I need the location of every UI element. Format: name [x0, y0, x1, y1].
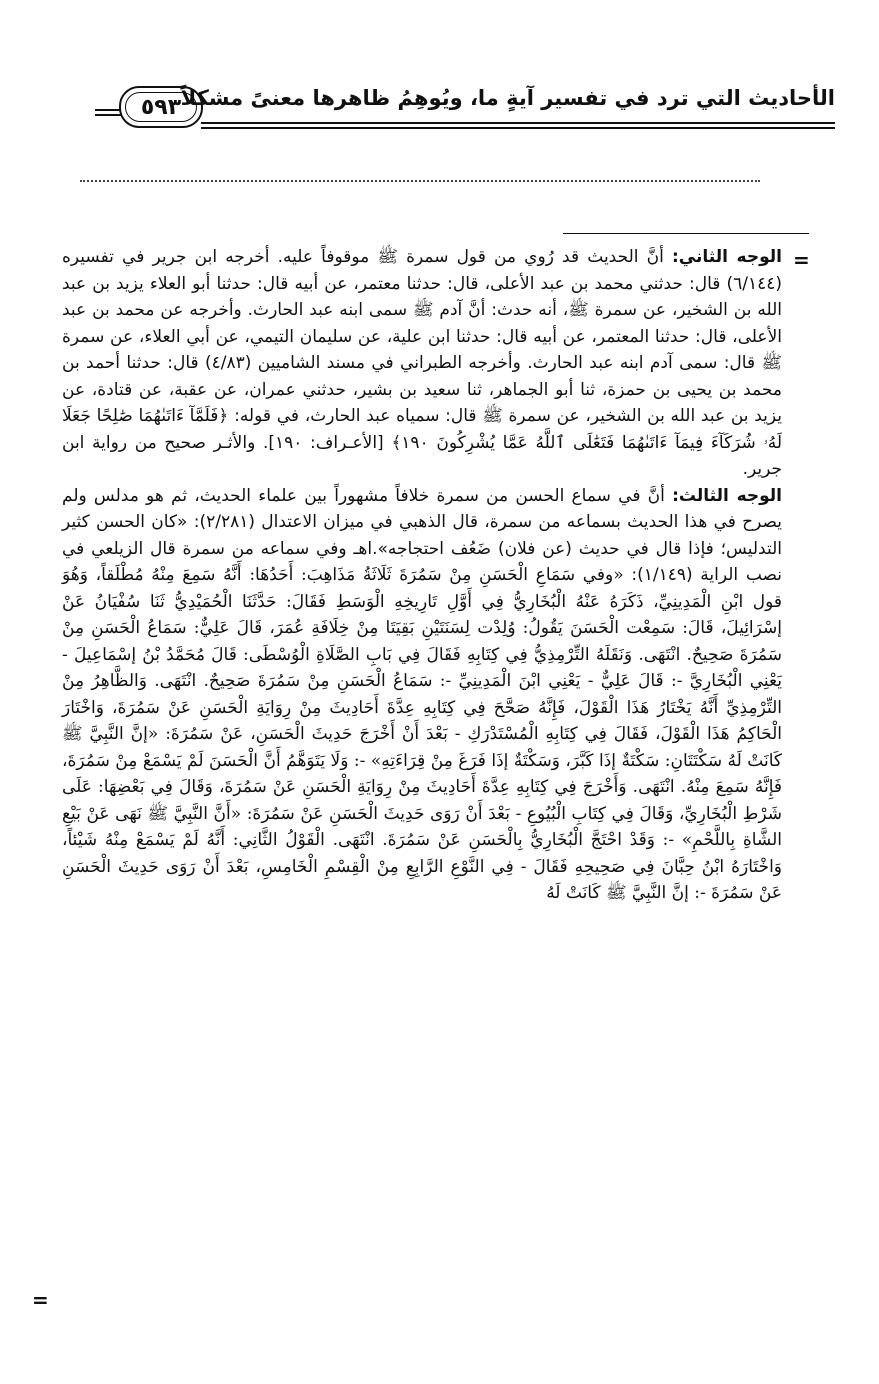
page-header: [95, 78, 835, 138]
footnote-continuation-mark-end: =: [32, 1288, 49, 1312]
running-title: الأحاديث التي ترد في تفسير آيةٍ ما، ويُوهِمُ ظاهرها معنىً مشكلاً: [180, 86, 835, 110]
header-rule-right-bottom: [201, 127, 835, 129]
footnote-separator-rule: [563, 233, 809, 234]
footnote-continuation-mark-start: =: [793, 248, 810, 272]
header-rule-left-bottom: [95, 114, 121, 116]
footnote-paragraph-second-aspect: [62, 244, 782, 483]
footnote-body: [62, 244, 782, 907]
page-number: ٥٩٣: [125, 92, 197, 122]
third-aspect-label: الوجه الثالث:: [672, 485, 783, 506]
third-aspect-text: أنَّ في سماع الحسن من سمرة خلافاً مشهوراً بين علماء الحديث، ثم هو مدلس ولم يصرح في هذا الحديث بسماعه من سمرة، قال الذهبي في ميزان الاعتدال (٢/٢٨١): «كان الحسن كثير التدليس؛ فإذا قال في حديث (عن فلان) ضَعُف احتجاجه».اهـ وفي سماعه من سمرة قال الزيلعي في نصب الراية (١/١٤٩):: [62, 485, 782, 585]
second-aspect-label: الوجه الثاني:: [671, 247, 782, 267]
header-rule-left-top: [95, 109, 121, 111]
second-aspect-text: أنَّ الحديث قد رُوي من قول سمرة ﷺ موقوفاً عليه. أخرجه ابن جرير في تفسيره (٦/١٤٤) قال: حدثني محمد بن عبد الأعلى، قال: حدثنا معتمر، عن أبيه قال: حدثنا أبو العلاء يزيد بن عبد الله بن الشخير، عن سمرة ﷺ، أنه حدث: أنَّ آدم ﷺ سمى ابنه عبد الحارث. وأخرجه عن محمد بن عبد الأعلى، قال: حدثنا المعتمر، عن أبيه قال: حدثنا ابن علية، عن سليمان التيمي، عن أبي العلاء، عن سمرة ﷺ قال: سمى آدم ابنه عبد الحارث. وأخرجه الطبراني في مسند الشاميين (٤/٨٣) قال: حدثنا أحمد بن محمد بن يحيى بن حمزة، ثنا أبو الجماهر، ثنا سعيد بن بشير، حدثني عمران، عن عقبة، عن قتادة، عن يزيد بن عبد الله بن الشخير، عن سمرة ﷺ قال: سمياه عبد الحارث، في قوله: ﴿فَلَمَّآ ءَاتَىٰهُمَا صَٰلِحًا جَعَلَا لَهُۥ شُرَكَآءَ فِيمَآ ءَاتَىٰهُمَا فَتَعَٰلَى ٱللَّهُ عَمَّا يُشْرِكُونَ ١٩٠﴾ [الأعـراف: ١٩٠]. والأثـر صحيح من رواية ابن جرير.: [62, 247, 782, 479]
footnote-paragraph-third-aspect: [62, 483, 782, 907]
dotted-separator: [80, 180, 760, 182]
header-rule-right-top: [201, 122, 835, 124]
page-number-frame: [119, 86, 203, 128]
zaylai-quotation: «وفي سَمَاعِ الْحَسَنِ مِنْ سَمُرَةَ ثَلَاثَةُ مَذَاهِبَ: أَحَدُهَا: أَنَّهُ سَمِعَ مِنْهُ مُطْلَقاً، وَهُوَ قول ابْنِ الْمَدِينِيِّ، ذَكَرَهُ عَنْهُ الْبُخَارِيُّ فِي أَوَّلِ تَارِيخِهِ الْوَسَطِ فَقَالَ: حَدَّثَنَا الْحُمَيْدِيُّ ثَنَا سُفْيَانُ عَنْ إسْرَائِيلَ، قَالَ: سَمِعْت الْحَسَنَ يَقُولُ: وُلِدْت لِسَنَتَيْنِ بَقِيَتَا مِنْ خِلَافَةِ عُمَرَ، قَالَ عَلِيٌّ: سَمَاعُ الْحَسَنِ مِنْ سَمُرَةَ صَحِيحٌ. انْتَهَى. وَنَقَلَهُ التِّرْمِذِيُّ فِي كِتَابِهِ فَقَالَ فِي بَابِ الصَّلَاةِ الْوُسْطَى: قَالَ مُحَمَّدُ بْنُ إسْمَاعِيلَ - يَعْنِي الْبُخَارِيَّ -: قَالَ عَلِيٌّ - يَعْنِي ابْنَ الْمَدِينِيِّ -: سَمَاعُ الْحَسَنِ مِنْ سَمُرَةَ صَحِيحٌ. انْتَهَى. وَالظَّاهِرُ مِنْ التِّرْمِذِيِّ أَنَّهُ يَخْتَارُ هَذَا الْقَوْلَ، فَإِنَّهُ صَحَّحَ فِي كِتَابِهِ عِدَّةَ أَحَادِيثَ مِنْ رِوَايَةِ الْحَسَنِ عَنْ سَمُرَةَ، وَاخْتَارَ الْحَاكِمُ هَذَا الْقَوْلَ، فَقَالَ فِي كِتَابِهِ الْمُسْتَدْرَكِ - بَعْدَ أَنْ أَخْرَجَ حَدِيثَ الْحَسَنِ، عَنْ سَمُرَةَ: «إنَّ النَّبِيَّ ﷺ كَانَتْ لَهُ سَكْتَتَانِ: سَكْتَةٌ إذَا كَبَّرَ، وَسَكْتَةٌ إذَا فَرَغَ مِنْ قِرَاءَتِهِ» -: وَلَا يَتَوَهَّمُ أَنَّ الْحَسَنَ لَمْ يَسْمَعْ مِنْ سَمُرَةَ، فَإِنَّهُ سَمِعَ مِنْهُ. انْتَهَى. وَأَخْرَجَ فِي كِتَابِهِ عِدَّةَ أَحَادِيثَ مِنْ رِوَايَةِ الْحَسَنِ عَنْ سَمُرَةَ، وَقَالَ فِي بَعْضِهَا: عَلَى شَرْطِ الْبُخَارِيِّ، وَقَالَ فِي كِتَابِ الْبُيُوعِ - بَعْدَ أَنْ رَوَى حَدِيثَ الْحَسَنِ عَنْ سَمُرَةَ: «أَنَّ النَّبِيَّ ﷺ نَهَى عَنْ بَيْعِ الشَّاةِ بِاللَّحْمِ» -: وَقَدْ احْتَجَّ الْبُخَارِيُّ بِالْحَسَنِ عَنْ سَمُرَةَ. انْتَهَى. الْقَوْلُ الثَّانِي: أَنَّهُ لَمْ يَسْمَعْ مِنْهُ شَيْئاً، وَاخْتَارَهُ ابْنُ حِبَّانَ فِي صَحِيحِهِ فَقَالَ - فِي النَّوْعِ الرَّابِعِ مِنْ الْقِسْمِ الْخَامِسِ، بَعْدَ أَنْ رَوَى حَدِيثَ الْحَسَنِ عَنْ سَمُرَةَ -: إنَّ النَّبِيَّ ﷺ كَانَتْ لَهُ: [62, 565, 782, 903]
